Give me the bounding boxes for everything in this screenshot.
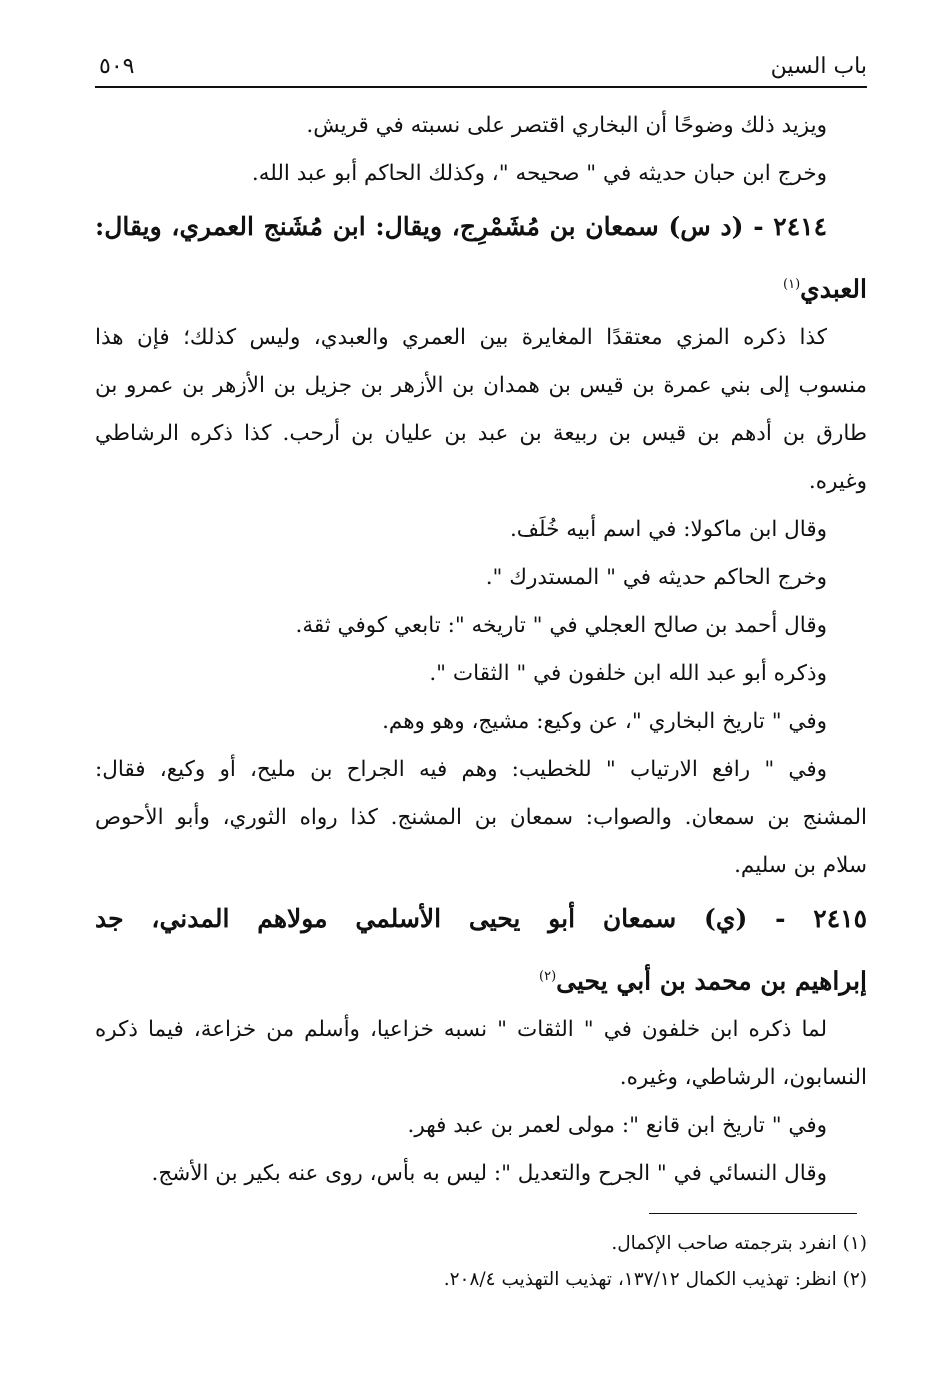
footnote-ref-2[interactable]: (٢) bbox=[539, 969, 557, 984]
footnote-ref-1[interactable]: (١) bbox=[783, 277, 801, 292]
running-header bbox=[95, 50, 867, 88]
text-line: منسوب إلى بني عمرة بن قيس بن همدان بن الأزهر بن جزيل بن الأزهر بن عمرو بن bbox=[95, 373, 867, 398]
text-line: النسابون، الرشاطي، وغيره. bbox=[619, 1065, 867, 1090]
text-line: طارق بن أدهم بن قيس بن ربيعة بن عبد بن عليان بن أرحب. كذا ذكره الرشاطي bbox=[95, 421, 867, 446]
footnotes bbox=[95, 1226, 867, 1298]
entry-heading-2415: ٢٤١٥ - (ي) سمعان أبو يحيى الأسلمي مولاهم المدني، جد bbox=[95, 904, 867, 933]
text-line: وفي " رافع الارتياب " للخطيب: وهم فيه الجراح بن مليح، أو وكيع، فقال: bbox=[95, 757, 827, 782]
chapter-title: باب السين bbox=[770, 54, 867, 79]
entry-heading-2414: ٢٤١٤ - (د س) سمعان بن مُشَمْرِج، ويقال: ابن مُشَنج العمري، ويقال: bbox=[95, 212, 827, 241]
text-line: وفي " تاريخ ابن قانع ": مولى لعمر بن عبد فهر. bbox=[407, 1113, 827, 1138]
main-text bbox=[95, 102, 867, 1198]
text-line: وقال النسائي في " الجرح والتعديل ": ليس به بأس، روى عنه بكير بن الأشج. bbox=[151, 1161, 827, 1186]
text-line: المشنج بن سمعان. والصواب: سمعان بن المشنج. كذا رواه الثوري، وأبو الأحوص bbox=[95, 805, 868, 830]
text-line: وخرج ابن حبان حديثه في " صحيحه "، وكذلك الحاكم أبو عبد الله. bbox=[251, 161, 827, 186]
text-line: لما ذكره ابن خلفون في " الثقات " نسبه خزاعيا، وأسلم من خزاعة، فيما ذكره bbox=[95, 1017, 827, 1042]
entry-heading-2415-cont: إبراهيم بن محمد بن أبي يحيى$^{(٢)}$ bbox=[539, 966, 867, 996]
footnote-1: (١) انفرد بترجمته صاحب الإكمال. bbox=[611, 1233, 867, 1254]
text-line: وفي " تاريخ البخاري "، عن وكيع: مشيج، وهو وهم. bbox=[382, 709, 827, 734]
footnote-divider bbox=[649, 1213, 857, 1214]
text-line: وذكره أبو عبد الله ابن خلفون في " الثقات ". bbox=[429, 661, 827, 686]
text-line: وقال أحمد بن صالح العجلي في " تاريخه ": تابعي كوفي ثقة. bbox=[295, 613, 827, 638]
page-number: ٥٠٩ bbox=[99, 54, 135, 79]
text-line: وقال ابن ماكولا: في اسم أبيه خُلَف. bbox=[509, 517, 827, 542]
text-line: ويزيد ذلك وضوحًا أن البخاري اقتصر على نسبته في قريش. bbox=[306, 113, 827, 138]
text-line: وغيره. bbox=[808, 469, 867, 494]
text-line: وخرج الحاكم حديثه في " المستدرك ". bbox=[485, 565, 827, 590]
entry-heading-2414-cont: العبدي$^{(١)}$ bbox=[783, 274, 867, 304]
text-line: كذا ذكره المزي معتقدًا المغايرة بين العمري والعبدي، وليس كذلك؛ فإن هذا bbox=[95, 325, 827, 350]
footnote-2: (٢) انظر: تهذيب الكمال ١٣٧/١٢، تهذيب التهذيب ٢٠٨/٤. bbox=[443, 1269, 867, 1290]
text-line: سلام بن سليم. bbox=[734, 853, 867, 878]
